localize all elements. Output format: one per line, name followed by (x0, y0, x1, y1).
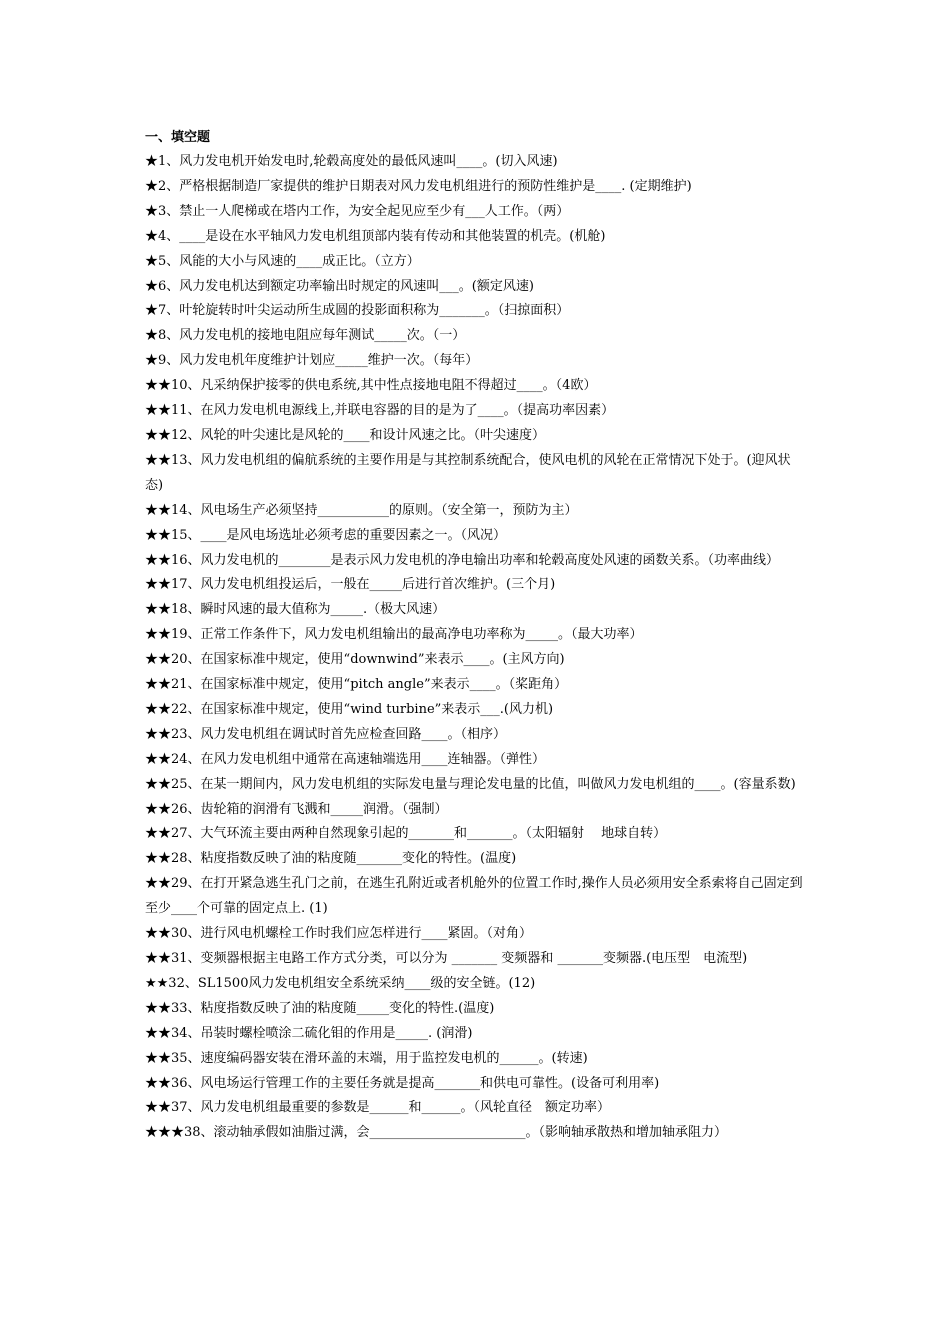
document-content (145, 126, 807, 1146)
question-item: ★5、风能的大小与风速的____成正比。（立方） (145, 253, 420, 269)
question-item: ★★26、齿轮箱的润滑有飞溅和_____润滑。（强制） (145, 801, 448, 817)
question-item: ★★★38、滚动轴承假如油脂过满，会________________________。（影响轴承散热和增加轴承阻力） (145, 1125, 728, 1141)
question-item: ★★19、正常工作条件下，风力发电机组输出的最高净电功率称为_____。（最大功率） (145, 627, 643, 643)
question-item: ★★16、风力发电机的________是表示风力发电机的净电输出功率和轮毂高度处风速的函数关系。（功率曲线） (145, 552, 780, 568)
question-item: ★★31、变频器根据主电路工作方式分类，可以分为 _______ 变频器和 _______变频器.(电压型 电流型) (145, 951, 748, 966)
question-item: ★★23、风力发电机组在调试时首先应检查回路____。（相序） (145, 726, 507, 742)
question-item: ★4、____是设在水平轴风力发电机组顶部内装有传动和其他装置的机壳。(机舱) (145, 228, 606, 244)
question-item: ★★20、在国家标准中规定，使用“downwind”来表示____。(主风方向) (145, 652, 565, 668)
question-item: ★★28、粘度指数反映了油的粘度随_______变化的特性。(温度) (145, 851, 517, 867)
question-item: ★★33、粘度指数反映了油的粘度随_____变化的特性.(温度) (145, 1000, 495, 1016)
question-item: ★★34、吊装时螺栓喷涂二硫化钼的作用是_____. (润滑) (145, 1025, 473, 1041)
question-item: ★★36、风电场运行管理工作的主要任务就是提高_______和供电可靠性。(设备可利用率) (145, 1075, 660, 1091)
question-item: ★★29、在打开紧急逃生孔门之前，在逃生孔附近或者机舱外的位置工作时,操作人员必须用安全系索将自己固定到至少____个可靠的固定点上. (1) (145, 876, 803, 917)
question-item: ★★27、大气环流主要由两种自然现象引起的_______和_______。（太阳辐射 地球自转） (145, 826, 667, 842)
question-item: ★★30、进行风电机螺栓工作时我们应怎样进行____紧固。（对角） (145, 926, 533, 942)
question-item: ★★21、在国家标准中规定，使用“pitch angle”来表示____。（桨距角） (145, 677, 568, 693)
question-item: ★★24、在风力发电机组中通常在高速轴端选用____连轴器。（弹性） (145, 751, 546, 767)
question-item: ★★12、风轮的叶尖速比是风轮的____和设计风速之比。（叶尖速度） (145, 427, 546, 443)
question-item: ★★22、在国家标准中规定，使用“wind turbine”来表示___.(风力机) (145, 701, 554, 717)
question-item: ★2、严格根据制造厂家提供的维护日期表对风力发电机组进行的预防性维护是____. (定期维护) (145, 178, 692, 194)
question-item: ★7、叶轮旋转时叶尖运动所生成圆的投影面积称为_______。（扫掠面积） (145, 303, 570, 319)
question-item: ★★13、风力发电机组的偏航系统的主要作用是与其控制系统配合，使风电机的风轮在正常情况下处于。(迎风状态) (145, 452, 791, 493)
question-item: ★★10、凡采纳保护接零的供电系统,其中性点接地电阻不得超过____。（4欧） (145, 378, 597, 394)
question-item: ★6、风力发电机达到额定功率输出时规定的风速叫___。(额定风速) (145, 278, 534, 294)
question-item: ★★18、瞬时风速的最大值称为_____.（极大风速） (145, 602, 446, 618)
question-item: ★9、风力发电机年度维护计划应_____维护一次。（每年） (145, 353, 479, 369)
question-list (145, 150, 807, 1146)
question-item: ★★17、风力发电机组投运后，一般在_____后进行首次维护。(三个月) (145, 577, 556, 593)
section-title: 一、填空题 (145, 130, 211, 145)
question-item: ★★11、在风力发电机电源线上,并联电容器的目的是为了____。（提高功率因素） (145, 403, 615, 419)
question-item: ★★35、速度编码器安装在滑环盖的末端，用于监控发电机的______。(转速) (145, 1050, 588, 1066)
question-item: ★★14、风电场生产必须坚持___________的原则。（安全第一，预防为主） (145, 502, 578, 518)
question-item: ★★32、SL1500风力发电机组安全系统采纳____级的安全链。(12) (145, 975, 536, 991)
question-item: ★3、禁止一人爬梯或在塔内工作，为安全起见应至少有___人工作。（两） (145, 203, 570, 219)
question-item: ★8、风力发电机的接地电阻应每年测试_____次。（一） (145, 328, 466, 344)
question-item: ★★25、在某一期间内，风力发电机组的实际发电量与理论发电量的比值，叫做风力发电机组的____。(容量系数) (145, 776, 796, 792)
question-item: ★1、风力发电机开始发电时,轮毂高度处的最低风速叫____。(切入风速) (145, 154, 558, 169)
question-item: ★★15、____是风电场选址必须考虑的重要因素之一。（风况） (145, 527, 507, 543)
question-item: ★★37、风力发电机组最重要的参数是______和______。（风轮直径 额定功率） (145, 1100, 611, 1116)
